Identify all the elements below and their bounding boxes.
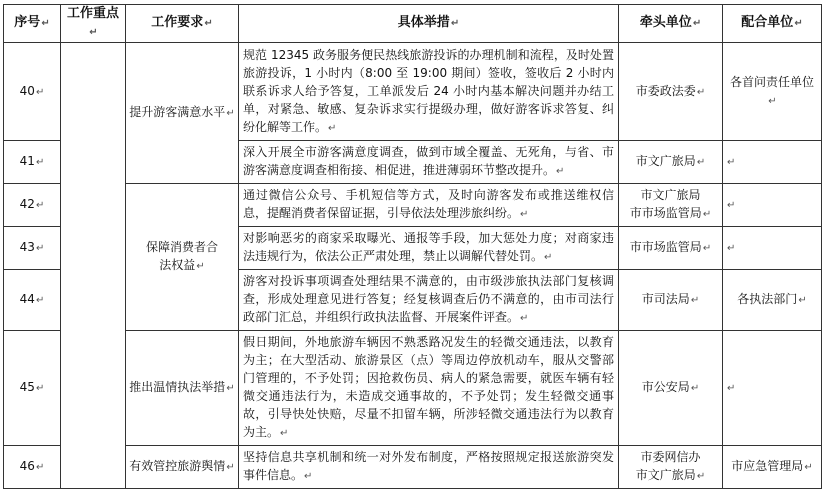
seq-cell: 41↵ (4, 141, 61, 184)
lead-unit-cell: 市文广旅局 市市场监管局↵ (619, 184, 723, 227)
table-row (4, 43, 822, 141)
measure-cell: 深入开展全市游客满意度调查，做到市域全覆盖、无死角，与省、市游客满意度调查相衔接、相促进，推进薄弱环节整改提升。↵ (239, 141, 619, 184)
header-row (4, 5, 822, 43)
measure-cell: 坚持信息共享机制和统一对外发布制度，严格按照规定报送旅游突发事件信息。↵ (239, 446, 619, 489)
measure-cell: 游客对投诉事项调查处理结果不满意的，由市级涉旅执法部门复核调查，形成处理意见进行答复；经复核调查后仍不满意的，由市司法行政部门汇总，并组织行政执法监督、开展案件评查。↵ (239, 270, 619, 331)
focus-cell (61, 43, 126, 489)
lead-unit-cell: 市委网信办 市文广旅局↵ (619, 446, 723, 489)
measure-cell: 规范 12345 政务服务便民热线旅游投诉的办理机制和流程，及时处置旅游投诉，1 小时内（8:00 至 19:00 期间）签收，签收后 2 小时内联系诉求人给予答复，工单派发后 24 小时内基本解决问题并办结工单，对紧急、敏感、复杂诉求实行提级办理，做好游客诉求答复、纠纷化解等工作。↵ (239, 43, 619, 141)
coop-unit-cell: ↵ (723, 141, 822, 184)
measure-cell: 通过微信公众号、手机短信等方式，及时向游客发布或推送维权信息，提醒消费者保留证据，引导依法处理涉旅纠纷。↵ (239, 184, 619, 227)
coop-unit-cell: ↵ (723, 184, 822, 227)
lead-unit-cell: 市文广旅局↵ (619, 141, 723, 184)
header-focus: 工作重点↵ (61, 5, 126, 43)
requirement-cell: 有效管控旅游舆情↵ (126, 446, 239, 489)
measures-table (3, 4, 822, 489)
paragraph-mark: ↵ (41, 18, 50, 29)
coop-unit-cell: ↵ (723, 227, 822, 270)
table-row (4, 184, 822, 227)
lead-unit-cell: 市委政法委↵ (619, 43, 723, 141)
table-row (4, 331, 822, 446)
header-coop-unit: 配合单位↵ (723, 5, 822, 43)
requirement-cell: 提升游客满意水平↵ (126, 43, 239, 184)
seq-cell: 43↵ (4, 227, 61, 270)
requirement-cell: 保障消费者合法权益↵ (126, 184, 239, 331)
lead-unit-cell: 市市场监管局↵ (619, 227, 723, 270)
seq-cell: 42↵ (4, 184, 61, 227)
coop-unit-cell: ↵ (723, 331, 822, 446)
seq-cell: 44↵ (4, 270, 61, 331)
header-lead-unit: 牵头单位↵ (619, 5, 723, 43)
header-requirement: 工作要求↵ (126, 5, 239, 43)
table-row (4, 446, 822, 489)
measure-cell: 对影响恶劣的商家采取曝光、通报等手段，加大惩处力度；对商家违法违规行为，依法公正严肃处理，禁止以调解代替处罚。↵ (239, 227, 619, 270)
requirement-cell: 推出温情执法举措↵ (126, 331, 239, 446)
seq-cell: 46↵ (4, 446, 61, 489)
coop-unit-cell: 市应急管理局↵ (723, 446, 822, 489)
lead-unit-cell: 市司法局↵ (619, 270, 723, 331)
lead-unit-cell: 市公安局↵ (619, 331, 723, 446)
seq-cell: 45↵ (4, 331, 61, 446)
coop-unit-cell: 各执法部门↵ (723, 270, 822, 331)
seq-cell: 40↵ (4, 43, 61, 141)
measure-cell: 假日期间，外地旅游车辆因不熟悉路况发生的轻微交通违法，以教育为主；在大型活动、旅游景区（点）等周边停放机动车，服从交警部门管理的，不予处罚；因抢救伤员、病人的紧急需要，就医车辆有轻微交通违法行为，未造成交通事故的，不予处罚；发生轻微交通事故，引导快处快赔，尽量不扣留车辆，所涉轻微交通违法行为以教育为主。↵ (239, 331, 619, 446)
header-measures: 具体举措↵ (239, 5, 619, 43)
coop-unit-cell: 各首问责任单位↵ (723, 43, 822, 141)
header-seq: 序号↵ (4, 5, 61, 43)
